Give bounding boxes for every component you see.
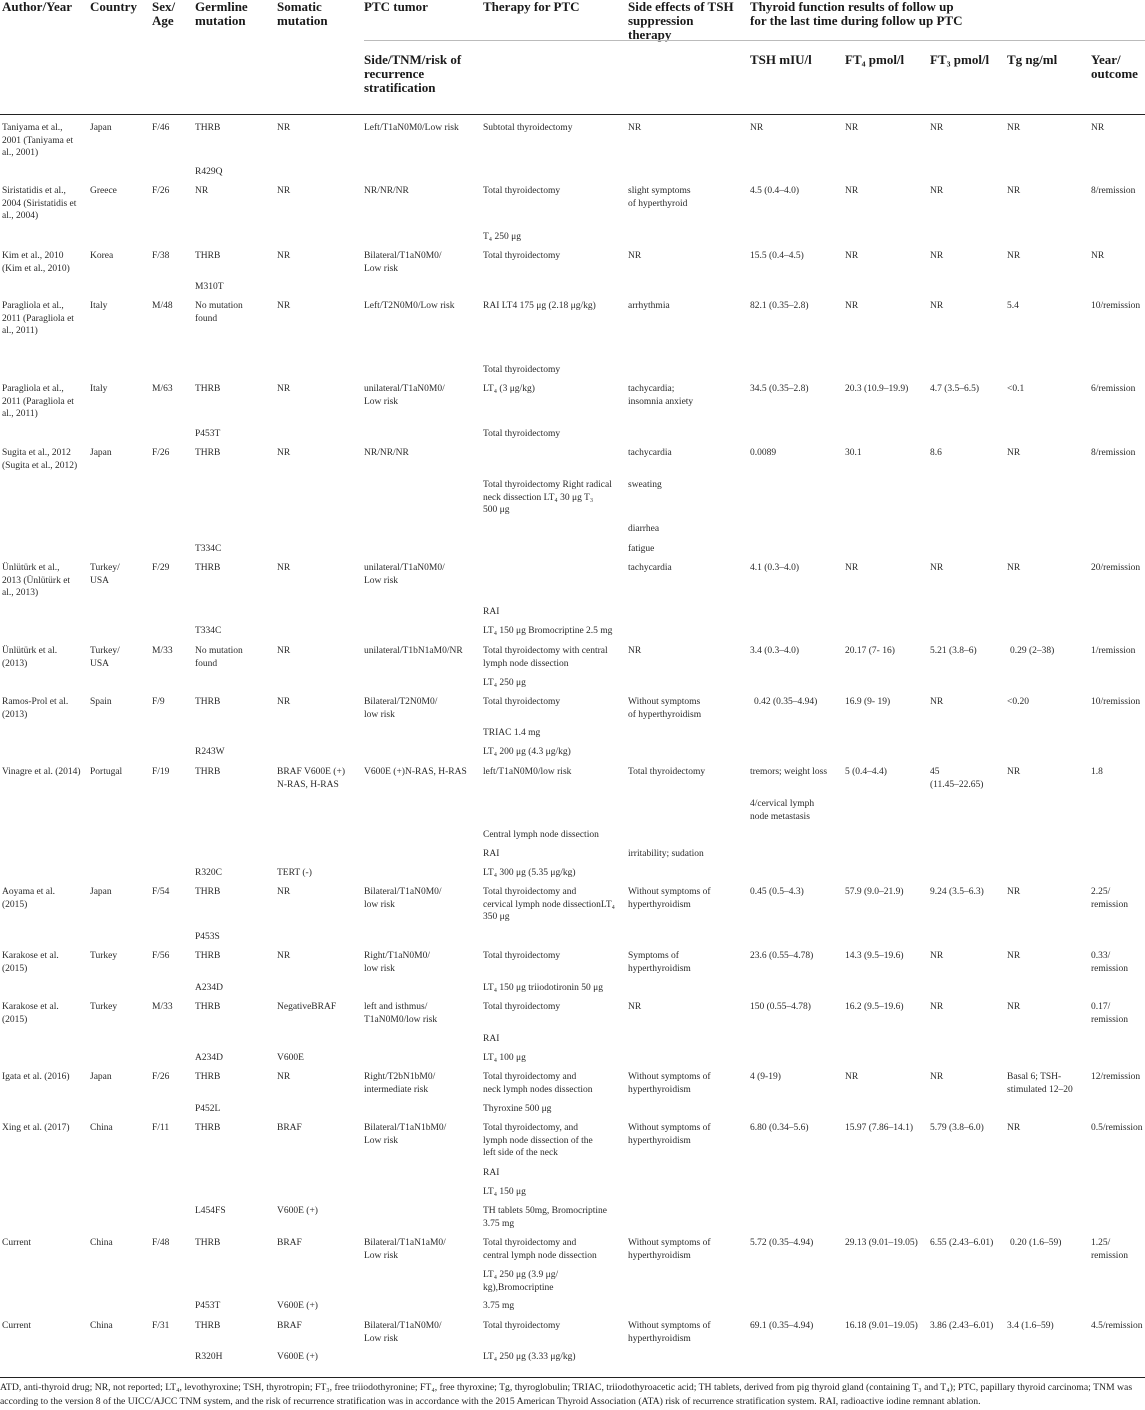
table-cell: No mutation found [195, 646, 243, 669]
table-cell: Turkey/ USA [90, 646, 120, 669]
table-cell: Total thyroidectomy [483, 1321, 561, 1331]
table-cell: F/29 [152, 563, 170, 573]
table-cell: NR [277, 186, 291, 196]
table-cell: Total thyroidectomy, and lymph node dissection of the left side of the neck [483, 1123, 593, 1158]
table-cell: LT₄ 150 μg triiodotironin 50 μg [483, 983, 604, 993]
table-cell: LT₄ 250 μg (3.33 μg/kg) [483, 1352, 576, 1362]
table-cell: THRB [195, 448, 221, 458]
table-cell: Sugita et al., 2012 (Sugita et al., 2012) [2, 448, 78, 471]
table-cell: No mutation found [195, 301, 243, 324]
header-germline: Germline mutation [195, 0, 248, 28]
header-tsh: TSH mIU/l [750, 52, 812, 67]
table-cell: Portugal [90, 767, 123, 777]
table-cell: Igata et al. (2016) [2, 1072, 70, 1082]
table-cell: 9.24 (3.5–6.3) [930, 887, 984, 897]
table-cell: NR [750, 123, 764, 133]
table-cell: THRB [195, 563, 221, 573]
table-cell: Without symptoms of hyperthyroidism [628, 697, 702, 720]
table-cell: 4.5 (0.4–4.0) [750, 186, 800, 196]
table-cell: 5.21 (3.8–6) [930, 646, 977, 656]
table-cell: Korea [90, 251, 114, 261]
table-cell: Bilateral/T1aN1aM0/ Low risk [364, 1238, 446, 1261]
table-cell: Xing et al. (2017) [2, 1123, 70, 1133]
header-thyroid-function: Thyroid function results of follow up for the last time during follow up PTC [750, 0, 963, 28]
table-cell: T334C [195, 626, 222, 636]
table-cell: V600E (+) [277, 1301, 318, 1311]
table-cell: 15.5 (0.4–4.5) [750, 251, 804, 261]
table-cell: LT₄ (3 μg/kg) [483, 384, 535, 394]
table-cell: LT₄ 150 μg Bromocriptine 2.5 mg [483, 626, 613, 636]
table-cell: NR/NR/NR [364, 186, 409, 196]
table-cell: Turkey/ USA [90, 563, 120, 586]
table-cell: 6.80 (0.34–5.6) [750, 1123, 809, 1133]
table-cell: NR [930, 1002, 944, 1012]
table-cell: 5.79 (3.8–6.0) [930, 1123, 984, 1133]
table-cell: NegativeBRAF [277, 1002, 337, 1012]
table-cell: NR [930, 951, 944, 961]
table-cell: NR [1007, 186, 1021, 196]
table-cell: NR [845, 1072, 859, 1082]
table-cell: Japan [90, 887, 112, 897]
table-cell: arrhythmia [628, 301, 670, 311]
table-cell: Total thyroidectomy and neck lymph nodes dissection [483, 1072, 593, 1095]
table-cell: F/26 [152, 1072, 170, 1082]
header-country: Country [90, 0, 137, 14]
table-cell: 2.25/ remission [1091, 887, 1128, 910]
table-cell: NR [277, 646, 291, 656]
table-cell: 1.25/ remission [1091, 1238, 1128, 1261]
table-cell: 10/remission [1091, 697, 1141, 707]
table-cell: 30.1 [845, 448, 862, 458]
table-cell: 4.7 (3.5–6.5) [930, 384, 980, 394]
table-cell: diarrhea [628, 524, 660, 534]
table-cell: Symptoms of hyperthyroidism [628, 951, 691, 974]
table-cell: China [90, 1321, 113, 1331]
table-cell: F/48 [152, 1238, 170, 1248]
table-cell: 82.1 (0.35–2.8) [750, 301, 809, 311]
table-cell: F/11 [152, 1123, 170, 1133]
table-cell: 8.6 [930, 448, 942, 458]
table-cell: Bilateral/T1aN1bM0/ Low risk [364, 1123, 447, 1146]
table-cell: F/56 [152, 951, 170, 961]
table-cell: Left/T2N0M0/Low risk [364, 301, 455, 311]
table-cell: A234D [195, 983, 223, 993]
table-cell: NR [277, 123, 291, 133]
table-cell: NR [930, 563, 944, 573]
table-cell: NR [1007, 251, 1021, 261]
table-cell: Taniyama et al., 2001 (Taniyama et al., 2001) [2, 123, 74, 158]
table-cell: NR [1007, 448, 1021, 458]
table-cell: Total thyroidectomy [483, 365, 561, 375]
table-cell: R320H [195, 1352, 223, 1362]
table-cell: Bilateral/T2N0M0/ low risk [364, 697, 438, 720]
header-ft4: FT₄ pmol/l [845, 52, 905, 67]
table-cell: Central lymph node dissection [483, 830, 599, 840]
table-cell: Current [2, 1321, 32, 1331]
table-cell: THRB [195, 1321, 221, 1331]
table-cell: THRB [195, 1002, 221, 1012]
table-cell: THRB [195, 251, 221, 261]
table-cell: V600E (+) [277, 1206, 318, 1216]
table-cell: left and isthmus/ T1aN0M0/low risk [364, 1002, 438, 1025]
table-cell: 1.8 [1091, 767, 1103, 777]
table-cell: Japan [90, 1072, 112, 1082]
table-cell: Bilateral/T1aN0M0/ Low risk [364, 251, 442, 274]
table-cell: F/38 [152, 251, 170, 261]
table-cell: Total thyroidectomy [628, 767, 706, 777]
table-cell: Siristatidis et al., 2004 (Siristatidis et al., 2004) [2, 186, 77, 221]
table-cell: Total thyroidectomy [483, 697, 561, 707]
table-cell: 3.86 (2.43–6.01) [930, 1321, 994, 1331]
table-cell: 20/remission [1091, 563, 1141, 573]
table-cell: NR [845, 251, 859, 261]
table-cell: RAI [483, 849, 500, 859]
table-cell: LT₄ 300 μg (5.35 μg/kg) [483, 868, 576, 878]
table-cell: 69.1 (0.35–4.94) [750, 1321, 814, 1331]
header-subdivider [364, 40, 1145, 41]
table-cell: R429Q [195, 167, 223, 177]
table-cell: THRB [195, 123, 221, 133]
table-cell: 57.9 (9.0–21.9) [845, 887, 904, 897]
header-ptc-sub: Side/TNM/risk of recurrence stratification [364, 52, 462, 95]
table-cell: V600E [277, 1053, 304, 1063]
table-cell: 23.6 (0.55–4.78) [750, 951, 814, 961]
table-cell: Total thyroidectomy [483, 251, 561, 261]
table-cell: RAI [483, 1034, 500, 1044]
table-cell: Kim et al., 2010 (Kim et al., 2010) [2, 251, 70, 274]
table-cell: BRAF [277, 1321, 302, 1331]
table-cell: 3.4 (0.3–4.0) [750, 646, 800, 656]
table-cell: NR [277, 448, 291, 458]
header-ft3: FT₃ pmol/l [930, 52, 990, 67]
table-cell: R243W [195, 747, 225, 757]
table-cell: Vinagre et al. (2014) [2, 767, 81, 777]
table-cell: 0.42 (0.35–4.94) [754, 697, 818, 707]
table-cell: NR [277, 887, 291, 897]
table-cell: Ünlütürk et al., 2013 (Ünlütürk et al., 2013) [2, 563, 71, 598]
table-cell: 16.9 (9- 19) [845, 697, 891, 707]
table-cell: THRB [195, 887, 221, 897]
table-cell: Total thyroidectomy and central lymph node dissection [483, 1238, 597, 1261]
table-cell: NR [845, 301, 859, 311]
table-cell: Bilateral/T1aN0M0/ Low risk [364, 1321, 442, 1344]
table-cell: Ramos-Prol et al. (2013) [2, 697, 69, 720]
header-side-effects: Side effects of TSH suppression therapy [628, 0, 734, 42]
table-cell: T334C [195, 544, 222, 554]
table-cell: LT₄ 250 μg (3.9 μg/ kg),Bromocriptine [483, 1270, 559, 1293]
table-cell: NR [845, 563, 859, 573]
table-cell: Total thyroidectomy with central lymph node dissection [483, 646, 608, 669]
table-cell: THRB [195, 1238, 221, 1248]
table-cell: tachycardia [628, 448, 672, 458]
table-cell: Ünlütürk et al. (2013) [2, 646, 58, 669]
table-cell: 4 (9-19) [750, 1072, 781, 1082]
table-cell: NR [277, 563, 291, 573]
table-footnote: ATD, anti-thyroid drug; NR, not reported; LT₄, levothyroxine; TSH, thyrotropin; FT₃, free triiodothyronine; FT₄, free thyroxine; Tg, thyroglobulin; TRIAC, triiodothyroacetic acid; TH tablets, derived from pig thyroid gland (containing T₃ and T₄); PTC, papillary thyroid carcinoma; TNM was according to the version 8 of the UICC/AJCC TNM system, and the risk of recurrence stratification was in accordance with the 2015 American Thyroid Association (ATA) risk of recurrence stratification system. RAI, radioactive iodine remnant ablation. [0, 1382, 1133, 1407]
header-bottom-rule [0, 114, 1145, 115]
table-cell: LT₄ 200 μg (4.3 μg/kg) [483, 747, 571, 757]
table-cell: tremors; weight loss [750, 767, 828, 777]
table-cell: 6/remission [1091, 384, 1136, 394]
table-cell: THRB [195, 951, 221, 961]
table-cell: NR [1007, 123, 1021, 133]
table-cell: Without symptoms of hyperthyroidism [628, 1321, 711, 1344]
table-cell: RAI [483, 1168, 500, 1178]
table-cell: NR [1007, 1002, 1021, 1012]
table-cell: M310T [195, 282, 224, 292]
table-cell: Subtotal thyroidectomy [483, 123, 573, 133]
table-cell: P452L [195, 1104, 221, 1114]
table-cell: LT₄ 150 μg [483, 1187, 526, 1197]
table-cell: unilateral/T1aN0M0/ Low risk [364, 384, 445, 407]
table-cell: NR [277, 384, 291, 394]
table-cell: M/63 [152, 384, 173, 394]
table-cell: 4.5/remission [1091, 1321, 1143, 1331]
table-bottom-rule [0, 1377, 1145, 1378]
table-cell: 3.4 (1.6–59) [1007, 1321, 1054, 1331]
table-cell: THRB [195, 384, 221, 394]
table-cell: <0.1 [1007, 384, 1025, 394]
table-cell: 0.5/remission [1091, 1123, 1143, 1133]
table-cell: Without symptoms of hyperthyroidism [628, 887, 711, 910]
table-cell: Greece [90, 186, 117, 196]
table-cell: Total thyroidectomy and cervical lymph node dissectionLT₄ 350 μg [483, 887, 615, 922]
table-cell: 29.13 (9.01–19.05) [845, 1238, 918, 1248]
table-cell: China [90, 1123, 113, 1133]
table-cell: 0.33/ remission [1091, 951, 1128, 974]
table-cell: left/T1aN0M0/low risk [483, 767, 572, 777]
header-tg: Tg ng/ml [1007, 52, 1058, 67]
header-ptc: PTC tumor [364, 0, 428, 14]
table-cell: R320C [195, 868, 222, 878]
table-cell: F/54 [152, 887, 170, 897]
table-cell: Italy [90, 301, 108, 311]
table-cell: T₄ 250 μg [483, 232, 521, 242]
table-cell: 14.3 (9.5–19.6) [845, 951, 904, 961]
table-cell: F/26 [152, 186, 170, 196]
table-cell: Right/T1aN0M0/ low risk [364, 951, 430, 974]
table-cell: BRAF [277, 1123, 302, 1133]
table-cell: 16.2 (9.5–19.6) [845, 1002, 904, 1012]
table-cell: slight symptoms of hyperthyroid [628, 186, 691, 209]
header-sex-age: Sex/ Age [152, 0, 176, 28]
table-cell: 0.17/ remission [1091, 1002, 1128, 1025]
table-cell: Right/T2bN1bM0/ intermediate risk [364, 1072, 436, 1095]
table-cell: M/48 [152, 301, 173, 311]
table-cell: Bilateral/T1aN0M0/ low risk [364, 887, 442, 910]
table-cell: A234D [195, 1053, 223, 1063]
table-cell: RAI [483, 607, 500, 617]
table-cell: tachycardia; insomnia anxiety [628, 384, 694, 407]
table-cell: LT₄ 250 μg [483, 678, 526, 688]
header-year-outcome: Year/ outcome [1091, 52, 1138, 81]
table-cell: Paragliola et al., 2011 (Paragliola et al., 2011) [2, 301, 74, 336]
table-cell: sweating [628, 480, 662, 490]
table-cell: NR [1007, 767, 1021, 777]
table-cell: 0.20 (1.6–59) [1010, 1238, 1062, 1248]
table-cell: unilateral/T1aN0M0/ Low risk [364, 563, 445, 586]
table-cell: 5 (0.4–4.4) [845, 767, 887, 777]
table-cell: Karakose et al. (2015) [2, 951, 59, 974]
table-cell: F/31 [152, 1321, 170, 1331]
table-cell: F/19 [152, 767, 170, 777]
table-cell: 10/remission [1091, 301, 1141, 311]
table-cell: irritability; sudation [628, 849, 704, 859]
table-cell: 3.75 mg [483, 1301, 515, 1311]
table-cell: NR [628, 123, 642, 133]
table-cell: NR [1007, 887, 1021, 897]
table-cell: 4/cervical lymph node metastasis [750, 799, 815, 822]
table-cell: NR [1007, 1123, 1021, 1133]
table-cell: F/46 [152, 123, 170, 133]
table-cell: 20.17 (7- 16) [845, 646, 895, 656]
table-cell: THRB [195, 767, 221, 777]
table-cell: BRAF [277, 1238, 302, 1248]
table-cell: V600E (+)N-RAS, H-RAS [364, 767, 467, 777]
table-cell: 5.4 [1007, 301, 1019, 311]
table-cell: NR [277, 697, 291, 707]
table-cell: Thyroxine 500 μg [483, 1104, 552, 1114]
table-cell: NR [277, 951, 291, 961]
table-cell: Total thyroidectomy [483, 186, 561, 196]
table-cell: NR [930, 301, 944, 311]
table-cell: NR [930, 251, 944, 261]
table-cell: M/33 [152, 646, 173, 656]
table-cell: 0.29 (2–38) [1010, 646, 1055, 656]
table-cell: F/9 [152, 697, 165, 707]
table-cell: Without symptoms of hyperthyroidism [628, 1123, 711, 1146]
table-cell: NR [930, 697, 944, 707]
header-somatic: Somatic mutation [277, 0, 328, 28]
table-cell: V600E (+) [277, 1352, 318, 1362]
table-cell: Total thyroidectomy [483, 429, 561, 439]
table-cell: P453T [195, 429, 221, 439]
table-cell: <0.20 [1007, 697, 1029, 707]
table-cell: NR [930, 123, 944, 133]
table-cell: Japan [90, 448, 112, 458]
header-author: Author/Year [2, 0, 73, 14]
table-cell: NR [628, 1002, 642, 1012]
table-cell: 45 (11.45–22.65) [930, 767, 984, 790]
table-cell: Without symptoms of hyperthyroidism [628, 1238, 711, 1261]
table-cell: NR [628, 646, 642, 656]
table-cell: NR/NR/NR [364, 448, 409, 458]
table-cell: 1/remission [1091, 646, 1136, 656]
table-cell: Total thyroidectomy [483, 1002, 561, 1012]
table-cell: NR [628, 251, 642, 261]
table-cell: unilateral/T1bN1aM0/NR [364, 646, 463, 656]
table-cell: fatigue [628, 544, 655, 554]
table-cell: 8/remission [1091, 186, 1136, 196]
table-cell: NR [845, 186, 859, 196]
table-cell: TRIAC 1.4 mg [483, 728, 541, 738]
table-cell: Current [2, 1238, 32, 1248]
table-cell: NR [930, 186, 944, 196]
table-cell: NR [277, 301, 291, 311]
table-cell: L454FS [195, 1206, 226, 1216]
table-cell: RAI LT4 175 μg (2.18 μg/kg) [483, 301, 596, 311]
table-cell: Basal 6; TSH- stimulated 12–20 [1007, 1072, 1073, 1095]
header-therapy: Therapy for PTC [483, 0, 580, 14]
table-cell: Spain [90, 697, 112, 707]
table-cell: Paragliola et al., 2011 (Paragliola et al., 2011) [2, 384, 74, 419]
table-cell: TH tablets 50mg, Bromocriptine 3.75 mg [483, 1206, 608, 1229]
table-cell: 20.3 (10.9–19.9) [845, 384, 909, 394]
table-cell: Italy [90, 384, 108, 394]
table-cell: BRAF V600E (+) N-RAS, H-RAS [277, 767, 345, 790]
table-cell: 12/remission [1091, 1072, 1141, 1082]
table-cell: P453S [195, 932, 220, 942]
table-cell: Karakose et al. (2015) [2, 1002, 59, 1025]
table-cell: 0.45 (0.5–4.3) [750, 887, 804, 897]
table-cell: NR [1091, 251, 1105, 261]
table-cell: Aoyama et al. (2015) [2, 887, 56, 910]
table-cell: Without symptoms of hyperthyroidism [628, 1072, 711, 1095]
table-cell: 16.18 (9.01–19.05) [845, 1321, 918, 1331]
table-cell: 6.55 (2.43–6.01) [930, 1238, 994, 1248]
table-cell: NR [277, 251, 291, 261]
table-cell: THRB [195, 697, 221, 707]
table-cell: M/33 [152, 1002, 173, 1012]
table-cell: P453T [195, 1301, 221, 1311]
table-cell: 5.72 (0.35–4.94) [750, 1238, 814, 1248]
table-cell: NR [1007, 951, 1021, 961]
table-cell: 15.97 (7.86–14.1) [845, 1123, 914, 1133]
table-cell: NR [1091, 123, 1105, 133]
table-cell: LT₄ 100 μg [483, 1053, 526, 1063]
table-cell: Turkey [90, 1002, 118, 1012]
table-cell: Left/T1aN0M0/Low risk [364, 123, 459, 133]
table-cell: 4.1 (0.3–4.0) [750, 563, 800, 573]
table-cell: 8/remission [1091, 448, 1136, 458]
table-cell: NR [845, 123, 859, 133]
table-cell: China [90, 1238, 113, 1248]
table-cell: THRB [195, 1123, 221, 1133]
table-cell: THRB [195, 1072, 221, 1082]
table-cell: Japan [90, 123, 112, 133]
table-cell: Total thyroidectomy [483, 951, 561, 961]
table-cell: NR [930, 1072, 944, 1082]
table-cell: 150 (0.55–4.78) [750, 1002, 811, 1012]
table-cell: 34.5 (0.35–2.8) [750, 384, 809, 394]
table-cell: NR [195, 186, 209, 196]
table-cell: 0.0089 [750, 448, 777, 458]
table-cell: Turkey [90, 951, 118, 961]
table-cell: F/26 [152, 448, 170, 458]
table-cell: NR [277, 1072, 291, 1082]
table-cell: Total thyroidectomy Right radical neck dissection LT₄ 30 μg T₃ 500 μg [483, 480, 612, 515]
table-cell: NR [1007, 563, 1021, 573]
table-cell: TERT (-) [277, 868, 312, 878]
table-cell: tachycardia [628, 563, 672, 573]
